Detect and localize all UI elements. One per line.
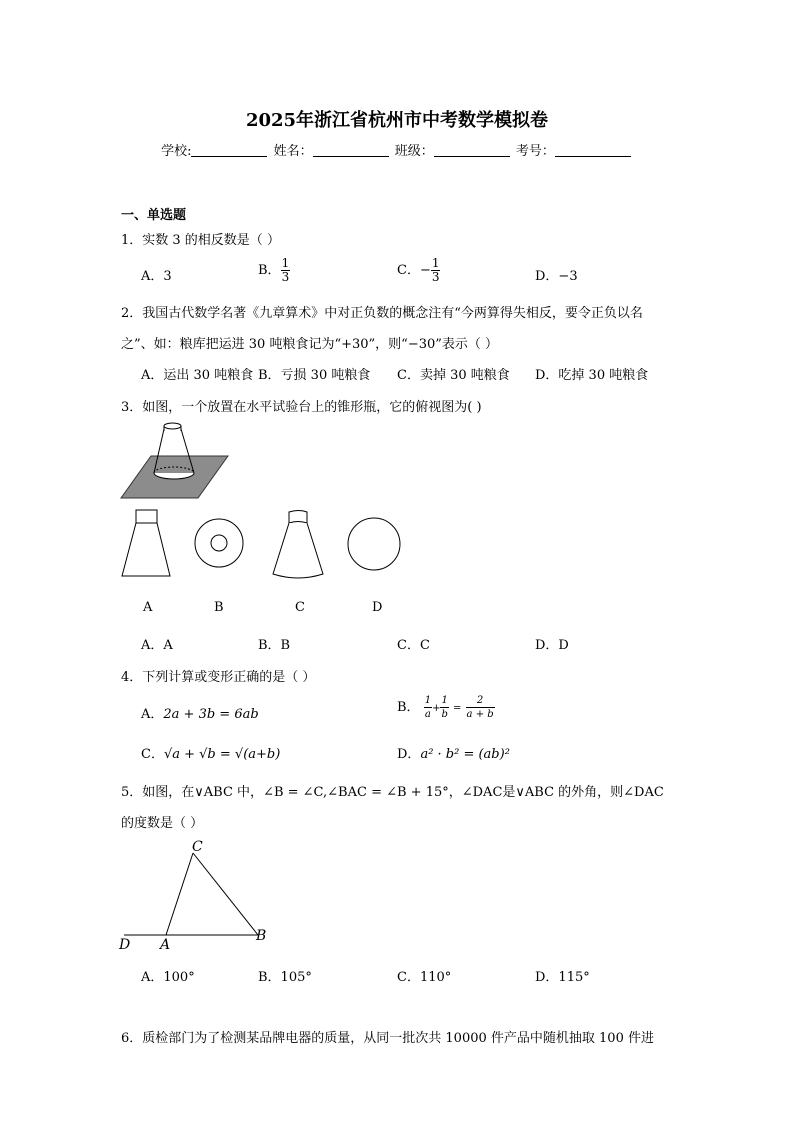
- q4-b-fraction-2: [440, 694, 448, 721]
- q4-stem: 4．下列计算或变形正确的是（ ）: [121, 670, 316, 685]
- q1-stem: 1．实数 3 的相反数是（ ）: [121, 233, 280, 248]
- q3-figure-a-body: [122, 523, 170, 576]
- q3-figure-c-body: [273, 523, 323, 578]
- q4-b-fraction-3: [466, 694, 495, 721]
- q3-figure-b-inner-circle: [211, 535, 227, 551]
- q4-b-frac1-den: a: [424, 709, 431, 720]
- q1-option-a: A．3: [141, 269, 172, 284]
- school-label: 学校:: [161, 144, 192, 159]
- q1-option-c-prefix: C．−: [397, 263, 431, 278]
- q1-option-c-fraction: [431, 257, 441, 284]
- q2-option-b: B．亏损 30 吨粮食: [258, 368, 371, 383]
- q5-label-c: C: [192, 839, 203, 855]
- q5-label-b: B: [256, 928, 267, 944]
- q3-figure-label-c: C: [295, 600, 305, 615]
- class-label: 班级：: [394, 144, 434, 159]
- page-title: 2025年浙江省杭州市中考数学模拟卷: [245, 110, 549, 131]
- q4-option-b: [397, 694, 495, 721]
- q4-option-a-expression: 2a + 3b = 6ab: [163, 707, 259, 722]
- school-blank: [191, 143, 267, 157]
- q1-option-c: [397, 257, 440, 284]
- q1-option-b-fraction: [281, 257, 291, 284]
- q4-b-frac2-den: b: [441, 709, 448, 720]
- q1-option-b-prefix: B．: [258, 263, 281, 278]
- q2-option-d: D．吃掉 30 吨粮食: [535, 368, 649, 383]
- q2-stem-line2: 之”、如：粮库把运进 30 吨粮食记为“+30”，则“−30”表示（ ）: [121, 337, 499, 352]
- q3-stem: 3．如图，一个放置在水平试验台上的锥形瓶，它的俯视图为( ): [121, 400, 482, 415]
- q3-figure-label-b: B: [214, 600, 224, 615]
- q3-flask-mouth: [164, 423, 181, 429]
- q4-option-a: [141, 703, 259, 722]
- q5-option-c: C．110°: [397, 970, 452, 985]
- q3-option-c: C．C: [397, 638, 430, 653]
- q3-figure-d-circle: [348, 518, 400, 570]
- q4-option-d: [397, 743, 510, 762]
- q3-figure-label-a: A: [143, 600, 153, 615]
- q2-stem-line1: 2．我国古代数学名著《九章算术》中对正负数的概念注有“今两算得失相反，要令正负以名: [121, 306, 643, 321]
- q3-figure-c-neck: [289, 511, 307, 524]
- q4-option-c: [141, 743, 280, 762]
- q5-option-d: D．115°: [535, 970, 590, 985]
- q2-option-c: C．卖掉 30 吨粮食: [397, 368, 510, 383]
- q5-side-cb: [193, 853, 258, 935]
- q1-c-numerator: 1: [431, 256, 440, 270]
- q5-option-b: B．105°: [258, 970, 312, 985]
- q4-b-equals: =: [453, 703, 462, 714]
- q4-option-c-expression: √a + √b = √(a+b): [163, 747, 281, 762]
- name-label: 姓名：: [273, 144, 313, 159]
- q4-option-d-expression: a² · b² = (ab)²: [420, 747, 510, 762]
- q3-figure-label-d: D: [372, 600, 383, 615]
- q3-option-figures: [116, 506, 416, 586]
- exam-number-blank: [555, 143, 631, 157]
- q4-b-frac3-num: 2: [476, 695, 484, 706]
- q4-option-d-prefix: D．: [397, 747, 421, 762]
- q4-b-frac1-num: 1: [424, 695, 432, 706]
- q4-b-fraction-1: [424, 694, 432, 721]
- q4-option-c-prefix: C．: [141, 747, 164, 762]
- q3-option-a: A．A: [141, 638, 173, 653]
- q4-option-b-prefix: B．: [397, 700, 420, 715]
- class-blank: [434, 143, 510, 157]
- q5-label-a: A: [160, 937, 171, 953]
- q1-c-denominator: 3: [431, 270, 440, 284]
- q3-figure-a-neck: [136, 510, 157, 523]
- q2-option-a: A．运出 30 吨粮食: [141, 368, 254, 383]
- name-blank: [313, 143, 389, 157]
- q3-option-b: B．B: [258, 638, 291, 653]
- q4-option-a-prefix: A．: [141, 707, 164, 722]
- student-info-line: [0, 140, 794, 159]
- q5-stem-line1: 5．如图，在∨ABC 中，∠B = ∠C,∠BAC = ∠B + 15°，∠DAC是∨ABC 的外角，则∠DAC: [121, 785, 664, 800]
- q5-triangle-figure: [116, 835, 276, 955]
- section-header: 一、单选题: [121, 208, 187, 223]
- q4-b-plus: +: [432, 703, 441, 714]
- q6-stem: 6．质检部门为了检测某品牌电器的质量，从同一批次共 10000 件产品中随机抽取 100 件进: [121, 1031, 654, 1046]
- q1-b-denominator: 3: [281, 270, 290, 284]
- q1-option-d: D．−3: [535, 269, 578, 284]
- q5-label-d: D: [119, 937, 131, 953]
- q5-option-a: A．100°: [141, 970, 195, 985]
- q3-option-d: D．D: [535, 638, 569, 653]
- q4-b-frac3-den: a + b: [466, 709, 494, 720]
- q1-option-b: [258, 257, 290, 284]
- q5-stem-line2: 的度数是（ ）: [121, 816, 204, 831]
- exam-number-label: 考号：: [515, 144, 555, 159]
- q5-side-ac: [166, 853, 193, 935]
- q3-flask-on-table-figure: [118, 418, 233, 500]
- q4-b-frac2-num: 1: [441, 695, 448, 706]
- q1-b-numerator: 1: [281, 256, 290, 270]
